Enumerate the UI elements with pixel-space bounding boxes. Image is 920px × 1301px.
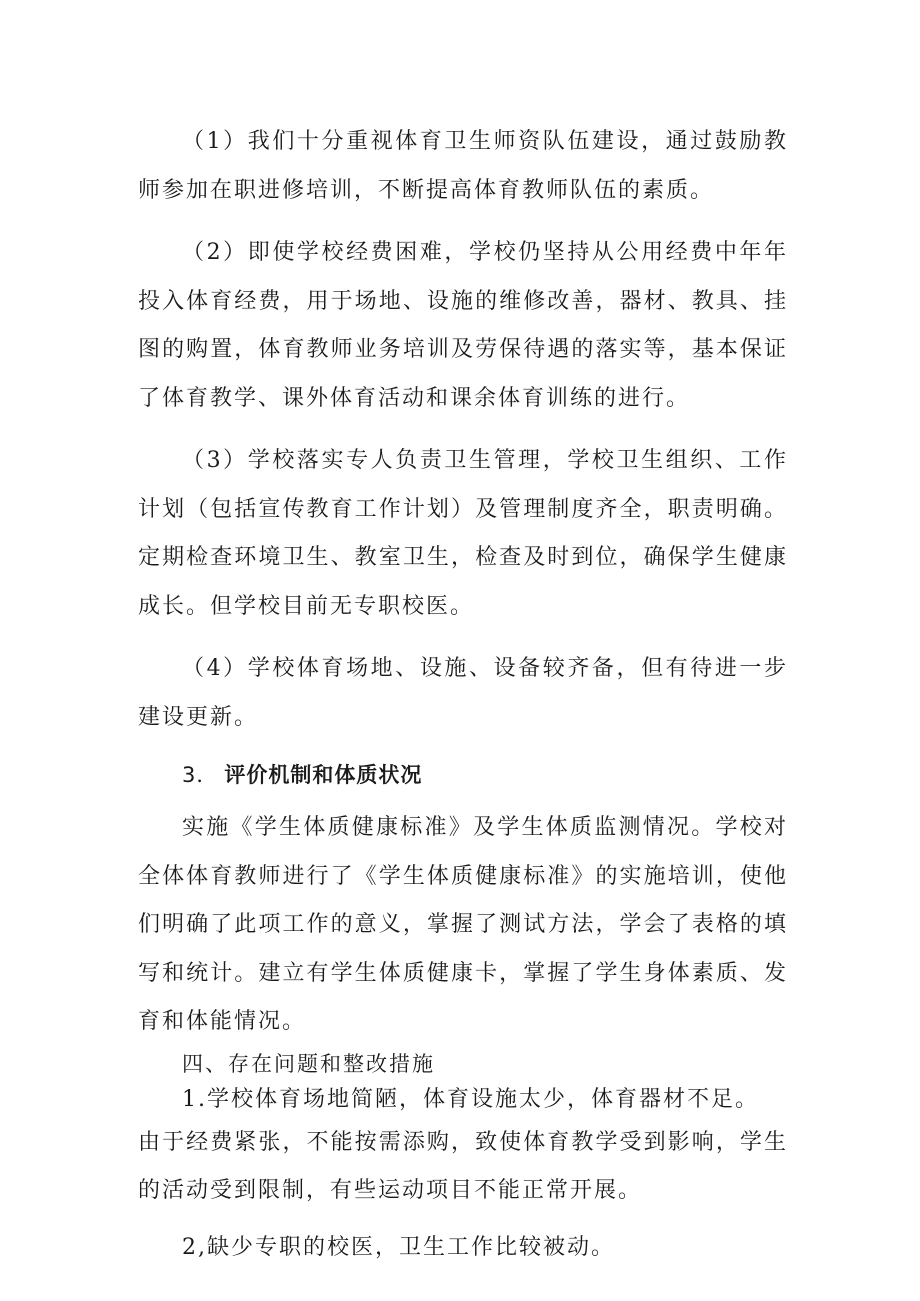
paragraph-5: 实施《学生体质健康标准》及学生体质监测情况。学校对全体体育教师进行了《学生体质健康标准》的实施培训，使他们明确了此项工作的意义，掌握了测试方法，学会了表格的填写和统计。建立有学生体质健康卡，掌握了学生身体素质、发育和体能情况。	[138, 815, 788, 1034]
section-title-4: 四、存在问题和整改措施	[182, 1051, 435, 1076]
heading-text: 评价机制和体质状况	[224, 763, 423, 787]
item-1-title: 1.学校体育场地简陋，体育设施太少，体育器材不足。	[182, 1086, 759, 1112]
paragraph-4: （4）学校体育场地、设施、设备较齐备，但有待进一步建设更新。	[138, 656, 788, 730]
paragraph-3: （3）学校落实专人负责卫生管理，学校卫生组织、工作计划（包括宣传教育工作计划）及管理制度齐全，职责明确。定期检查环境卫生、教室卫生，检查及时到位，确保学生健康成长。但学校目前无专职校医。	[138, 448, 788, 619]
paragraph-1: （1）我们十分重视体育卫生师资队伍建设，通过鼓励教师参加在职进修培训，不断提高体育教师队伍的素质。	[138, 129, 788, 203]
document-body	[138, 118, 788, 1286]
item-1-body: 由于经费紧张，不能按需添购，致使体育教学受到影响，学生的活动受到限制，有些运动项目不能正常开展。	[138, 1129, 788, 1203]
paragraph-2: （2）即使学校经费困难，学校仍坚持从公用经费中年年投入体育经费，用于场地、设施的维修改善，器材、教具、挂图的购置，体育教师业务培训及劳保待遇的落实等，基本保证了体育教学、课外体育活动和课余体育训练的进行。	[138, 240, 788, 411]
heading-number: 3．	[182, 763, 219, 787]
section-heading-3	[138, 756, 788, 794]
item-2: 2,缺少专职的校医，卫生工作比较被动。	[182, 1234, 615, 1260]
